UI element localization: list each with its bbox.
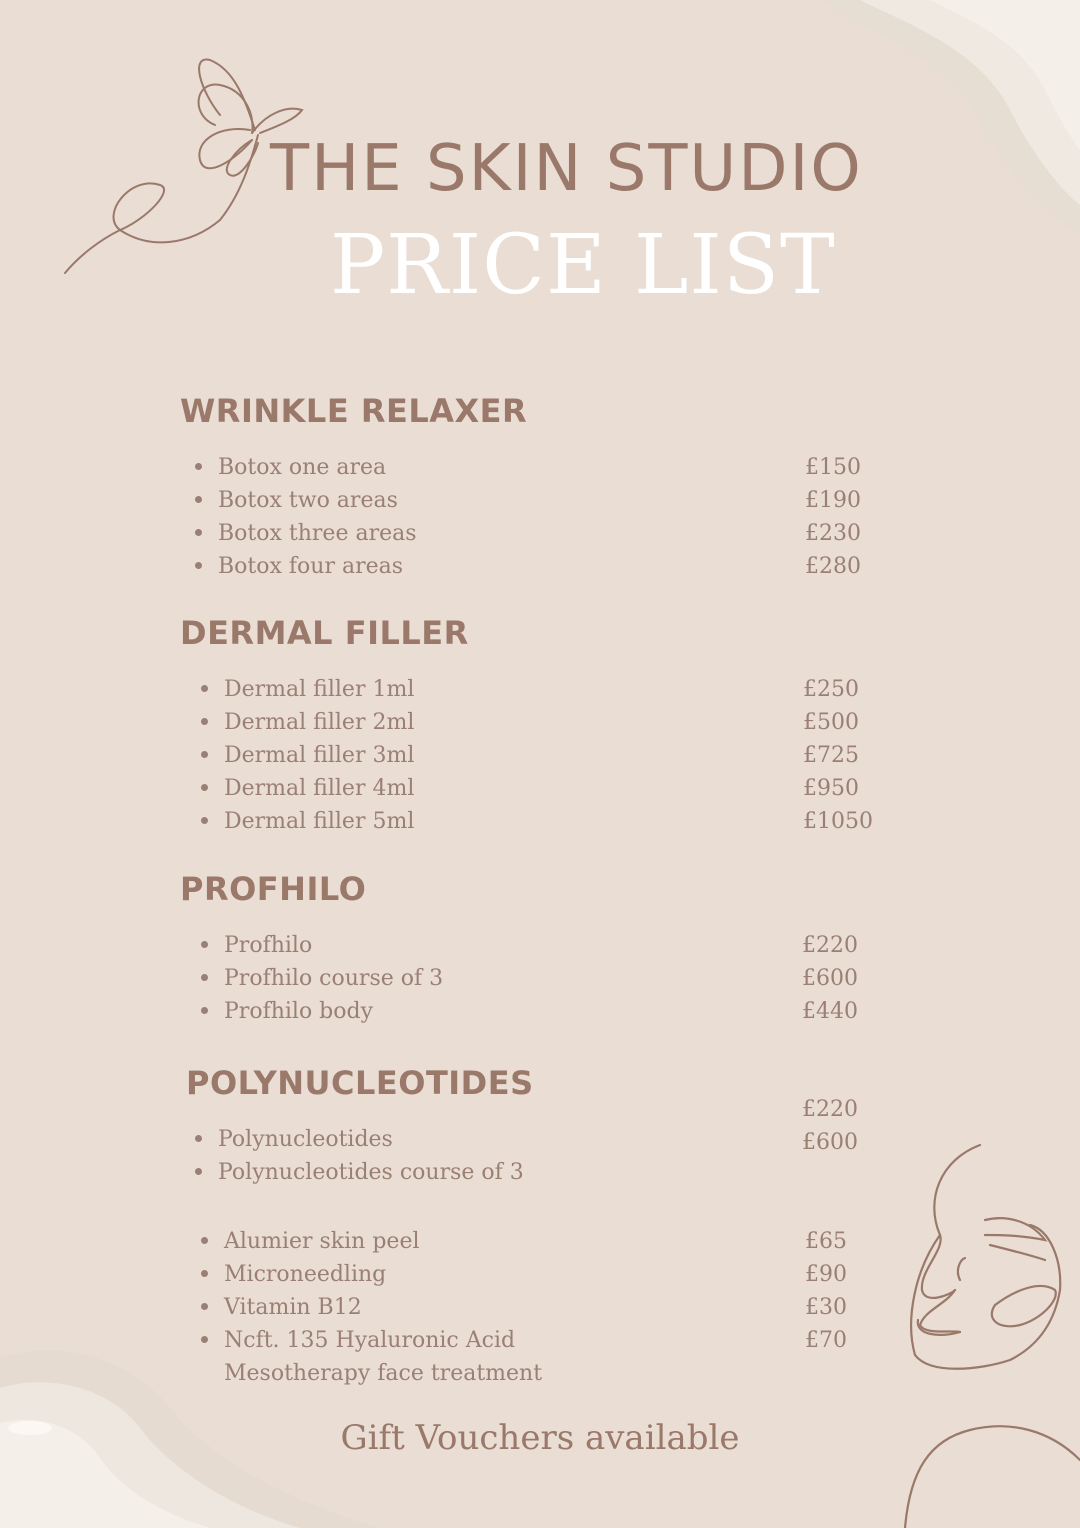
item-name: Profhilo course of 3 bbox=[224, 966, 444, 991]
page-title: PRICE LIST bbox=[330, 218, 836, 313]
list-item bbox=[201, 805, 414, 838]
item-name: Alumier skin peel bbox=[224, 1229, 420, 1254]
face-line-art-icon bbox=[900, 1140, 1080, 1528]
item-name: Microneedling bbox=[224, 1262, 387, 1287]
item-price: £950 bbox=[803, 776, 859, 801]
item-price: £30 bbox=[805, 1295, 847, 1320]
list-item bbox=[195, 484, 398, 517]
bullet-icon bbox=[195, 1135, 202, 1142]
item-price: £70 bbox=[805, 1328, 847, 1353]
item-price: £65 bbox=[805, 1229, 847, 1254]
list-item bbox=[201, 929, 312, 962]
section-heading-profhilo: PROFHILO bbox=[180, 870, 367, 908]
item-price: £500 bbox=[803, 710, 859, 735]
bullet-icon bbox=[201, 784, 208, 791]
item-name: Vitamin B12 bbox=[224, 1295, 362, 1320]
gift-vouchers-note: Gift Vouchers available bbox=[340, 1418, 740, 1458]
bullet-icon bbox=[201, 1270, 208, 1277]
list-item bbox=[201, 1225, 420, 1258]
item-price: £220 bbox=[802, 933, 858, 958]
item-name: Dermal filler 3ml bbox=[224, 743, 415, 768]
item-name: Dermal filler 5ml bbox=[224, 809, 415, 834]
bullet-icon bbox=[201, 1303, 208, 1310]
item-name-continuation: Mesotherapy face treatment bbox=[224, 1361, 543, 1386]
list-item bbox=[195, 550, 403, 583]
item-price: £725 bbox=[803, 743, 859, 768]
item-price: £190 bbox=[805, 488, 861, 513]
bullet-icon bbox=[201, 718, 208, 725]
item-name: Profhilo bbox=[224, 933, 313, 958]
list-item bbox=[201, 673, 414, 706]
item-name: Botox one area bbox=[218, 455, 387, 480]
bullet-icon bbox=[201, 751, 208, 758]
list-item bbox=[201, 995, 373, 1028]
list-item bbox=[195, 451, 386, 484]
item-name: Dermal filler 4ml bbox=[224, 776, 415, 801]
item-name: Polynucleotides bbox=[218, 1127, 393, 1152]
bullet-icon bbox=[201, 817, 208, 824]
list-item bbox=[201, 739, 414, 772]
item-price: £220 bbox=[802, 1097, 858, 1122]
bullet-icon bbox=[195, 529, 202, 536]
section-heading-wrinkle-relaxer: WRINKLE RELAXER bbox=[180, 392, 528, 430]
list-item bbox=[195, 1156, 524, 1189]
item-name: Ncft. 135 Hyaluronic Acid bbox=[224, 1328, 516, 1353]
bullet-icon bbox=[201, 974, 208, 981]
list-item bbox=[201, 1291, 362, 1324]
item-price: £440 bbox=[802, 999, 858, 1024]
item-price: £230 bbox=[805, 521, 861, 546]
bullet-icon bbox=[201, 1237, 208, 1244]
item-price: £90 bbox=[805, 1262, 847, 1287]
bullet-icon bbox=[201, 941, 208, 948]
bullet-icon bbox=[201, 685, 208, 692]
bullet-icon bbox=[195, 463, 202, 470]
list-item bbox=[195, 517, 417, 550]
bullet-icon bbox=[195, 562, 202, 569]
item-name: Dermal filler 2ml bbox=[224, 710, 415, 735]
item-name: Botox three areas bbox=[218, 521, 417, 546]
item-price: £150 bbox=[805, 455, 861, 480]
item-price: £1050 bbox=[803, 809, 873, 834]
item-name: Polynucleotides course of 3 bbox=[218, 1160, 524, 1185]
list-item bbox=[201, 706, 414, 739]
studio-name: THE SKIN STUDIO bbox=[270, 132, 863, 206]
item-price: £280 bbox=[805, 554, 861, 579]
item-name: Dermal filler 1ml bbox=[224, 677, 415, 702]
bullet-icon bbox=[201, 1336, 208, 1343]
bullet-icon bbox=[195, 496, 202, 503]
section-heading-dermal-filler: DERMAL FILLER bbox=[180, 614, 469, 652]
list-item bbox=[201, 1324, 515, 1357]
item-price: £600 bbox=[802, 966, 858, 991]
item-price: £250 bbox=[803, 677, 859, 702]
list-item bbox=[201, 962, 443, 995]
list-item bbox=[195, 1123, 393, 1156]
item-name: Botox two areas bbox=[218, 488, 398, 513]
item-name: Botox four areas bbox=[218, 554, 404, 579]
bullet-icon bbox=[195, 1168, 202, 1175]
item-name: Profhilo body bbox=[224, 999, 374, 1024]
list-item bbox=[201, 1258, 386, 1291]
section-heading-polynucleotides: POLYNUCLEOTIDES bbox=[186, 1064, 534, 1102]
list-item bbox=[201, 772, 414, 805]
item-price: £600 bbox=[802, 1130, 858, 1155]
bullet-icon bbox=[201, 1007, 208, 1014]
